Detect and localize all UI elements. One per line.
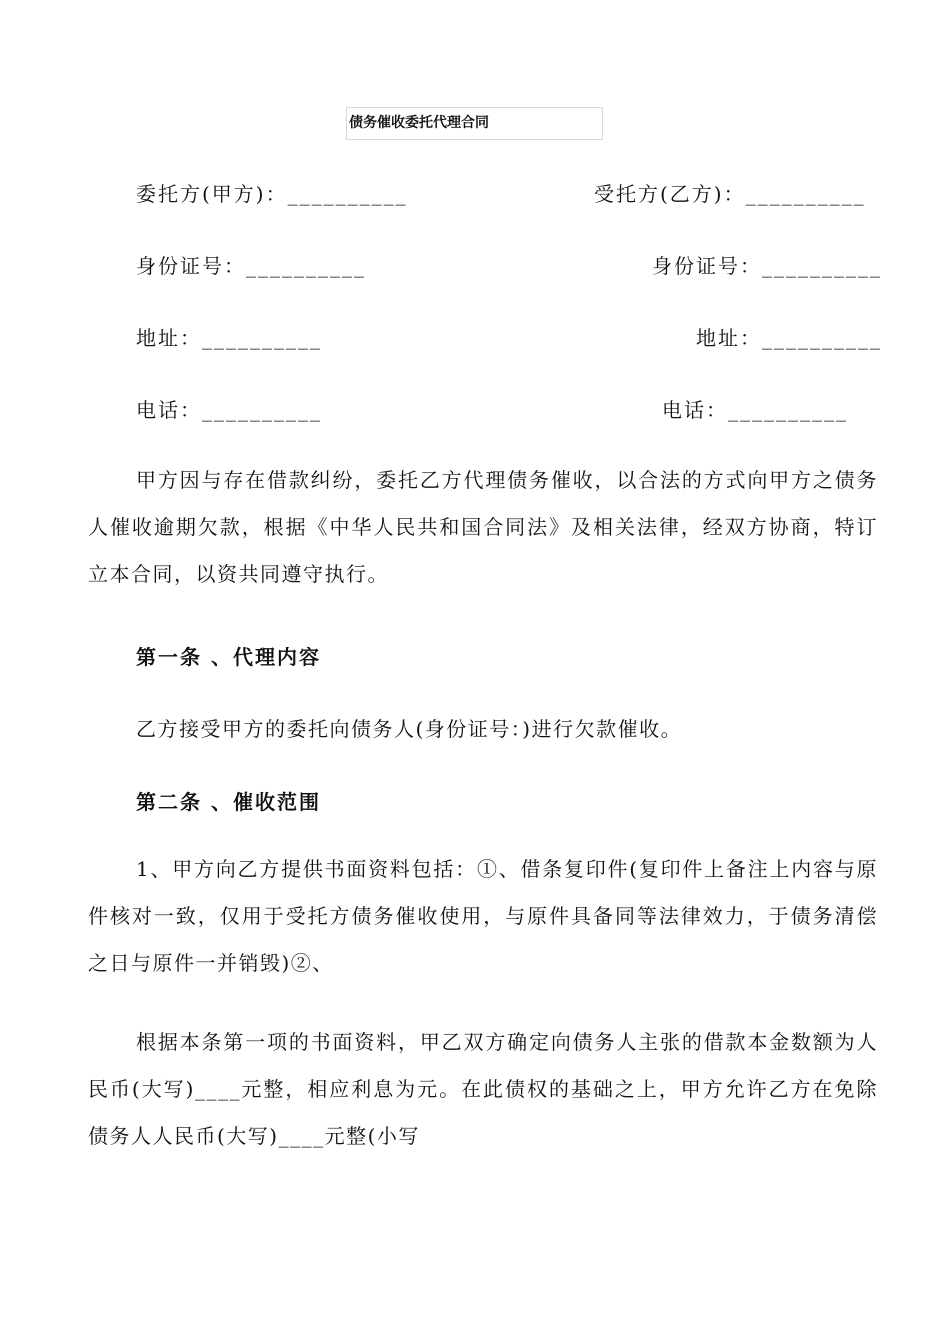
document-title: 债务催收委托代理合同	[346, 107, 603, 140]
party-b-field: 受托方(乙方)：__________	[594, 182, 866, 206]
intro-paragraph: 甲方因与存在借款纠纷，委托乙方代理债务催收，以合法的方式向甲方之债务人催收逾期欠款，根据《中华人民共和国合同法》及相关法律，经双方协商，特订立本合同，以资共同遵守执行。	[88, 468, 878, 586]
id-number-b-field: 身份证号：__________	[652, 254, 882, 278]
phone-b-field: 电话：__________	[662, 398, 848, 422]
article-1-heading: 第一条 、代理内容	[136, 645, 321, 669]
article-2-heading: 第二条 、催收范围	[136, 790, 321, 814]
phone-a-field: 电话：__________	[136, 398, 322, 422]
party-a-field: 委托方(甲方)：__________	[136, 182, 408, 206]
article-2-item-1: 1、甲方向乙方提供书面资料包括：①、借条复印件(复印件上备注上内容与原件核对一致，仅用于受托方债务催收使用，与原件具备同等法律效力，于债务清偿之日与原件一并销毁)②、	[88, 857, 878, 975]
address-a-field: 地址：__________	[136, 326, 322, 350]
article-1-body: 乙方接受甲方的委托向债务人(身份证号：)进行欠款催收。	[136, 717, 683, 741]
id-number-a-field: 身份证号：__________	[136, 254, 366, 278]
address-b-field: 地址：__________	[696, 326, 882, 350]
article-2-item-2: 根据本条第一项的书面资料，甲乙双方确定向债务人主张的借款本金数额为人民币(大写)____元整，相应利息为元。在此债权的基础之上，甲方允许乙方在免除债务人人民币(大写)____元整(小写	[88, 1030, 878, 1148]
